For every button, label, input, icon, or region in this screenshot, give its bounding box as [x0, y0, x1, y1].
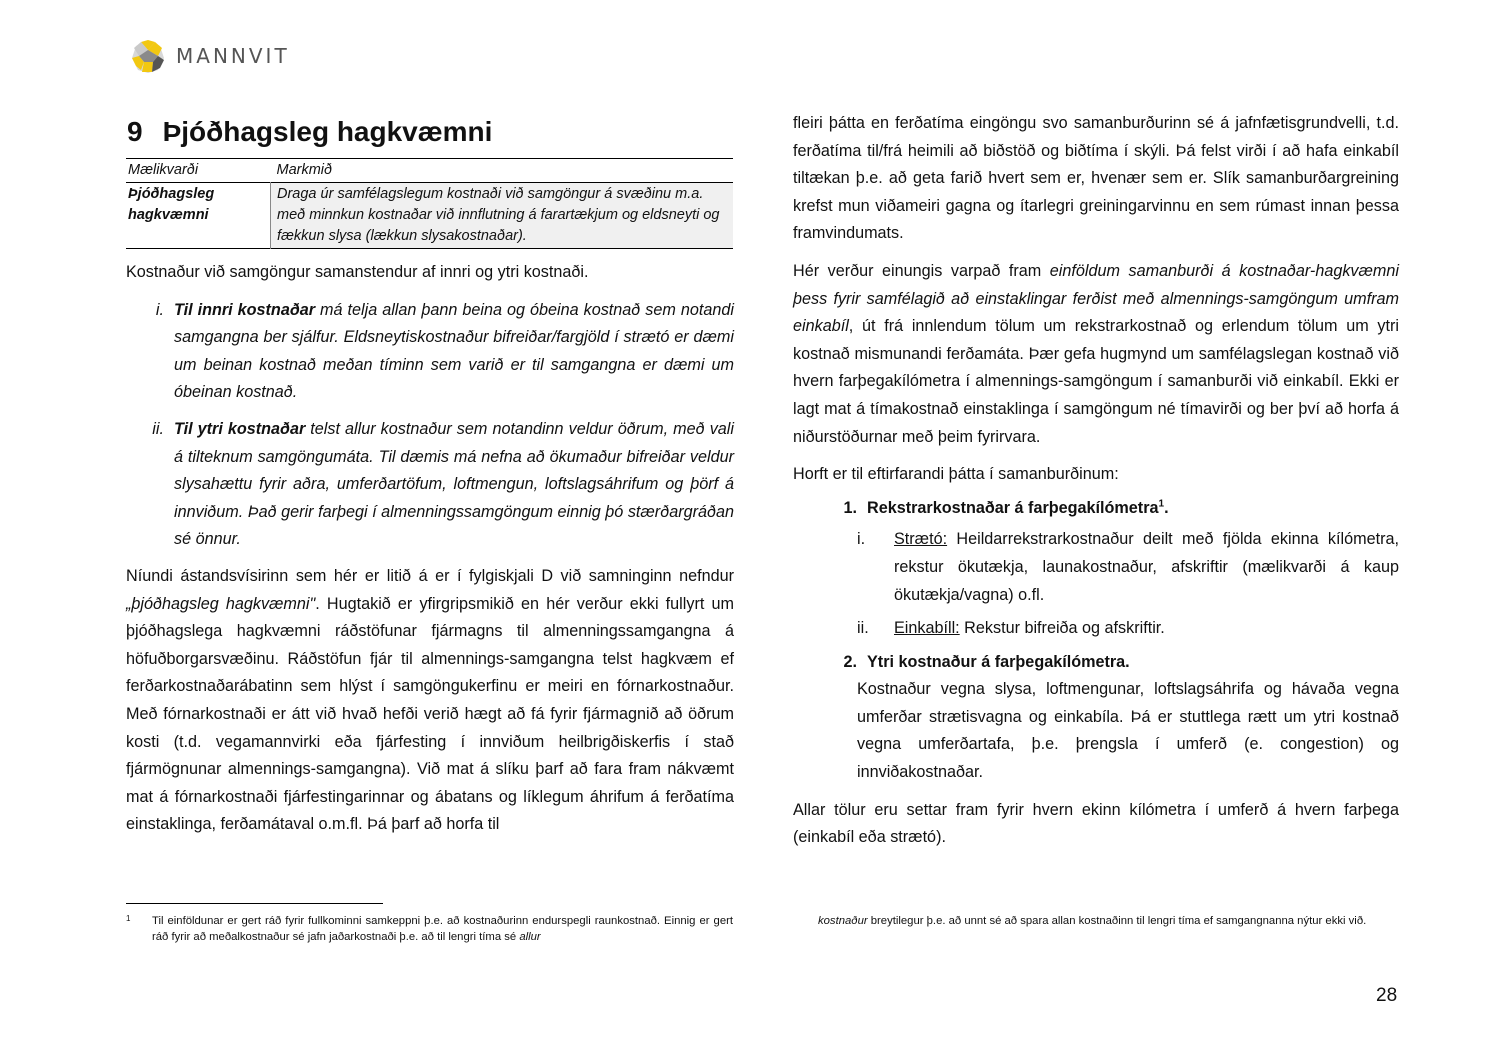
cost-types-list: [126, 297, 734, 554]
logo-text: MANNVIT: [176, 44, 290, 68]
sub-list-item: [793, 615, 1399, 643]
footnote-right: [818, 913, 1399, 929]
section-number: 9: [127, 116, 143, 147]
list-item-body: Kostnaður vegna slysa, loftmengunar, loftslagsáhrifa og hávaða vegna umferðar strætisvagna og einkabíla. Þá er stuttlega rætt um ytri kostnað vegna umferðartafa, þ.e. þrengsla í umferð (e. congestion) og innviðakostnaðar.: [857, 680, 1399, 782]
mannvit-logo-icon: [130, 38, 166, 74]
list-item-term: Til innri kostnaðar: [174, 300, 316, 319]
right-column: [793, 110, 1399, 852]
sub-list-number: i.: [857, 530, 866, 549]
paragraph-text: Hér verður einungis varpað fram: [793, 261, 1050, 280]
intro-paragraph: Kostnaður við samgöngur samanstendur af innri og ytri kostnaði.: [126, 263, 589, 281]
footnote-mark: 1: [126, 914, 131, 923]
measure-cell: Þjóðhagsleg hagkvæmni: [128, 186, 215, 223]
list-item: [126, 416, 734, 554]
list-item: [793, 495, 1399, 643]
footnote-left: [126, 913, 733, 945]
footnote-italic: kostnaður: [818, 915, 868, 927]
left-column: [126, 110, 734, 839]
footnote-text: breytilegur þ.e. að unnt sé að spara allan kostnaðinn til lengri tíma ef samgangnanna nýtur ekki við.: [867, 915, 1367, 927]
paragraph-text: , út frá innlendum tölum um rekstrarkostnað og erlendum tölum um ytri kostnað mismunandi ferðamáta. Þær gefa hugmynd um samfélagslegan kostnað við hvern farþegakílómetra í almennings-samgöngum í samanburði við einkabíl. Ekki er lagt mat á tímakostnað einstaklinga í samgöngum né tímavirði og ber því að horfa á niðurstöðurnar með þeim fyrirvara.: [793, 317, 1399, 446]
footnote-italic: allur: [519, 931, 541, 943]
page-number: 28: [1376, 985, 1398, 1006]
list-number: ii.: [152, 419, 164, 438]
list-number: i.: [155, 300, 164, 319]
factors-intro: Horft er til eftirfarandi þátta í samanburðinum:: [793, 465, 1119, 484]
paragraph-text: Níundi ástandsvísirinn sem hér er litið á er í fylgiskjali D við samninginn nefndur: [126, 566, 734, 585]
list-number: 1.: [843, 498, 857, 517]
comparison-paragraph: [793, 258, 1399, 451]
section-title: Þjóðhagsleg hagkvæmni: [162, 116, 493, 147]
sub-item-label: Strætó:: [894, 530, 948, 549]
list-item-text: má telja allan þann beina og óbeina kostnað sem notandi samgangna ber sjálfur. Eldsneytiskostnaður bifreiðar/fargjöld í strætó er dæmi um beinan kostnað meðan tíminn sem varið er til samgangna er dæmi um óbeinan kostnað.: [174, 300, 734, 402]
sub-list: [793, 526, 1399, 642]
list-item: [126, 297, 734, 407]
list-item-text: telst allur kostnaður sem notandinn veldur öðrum, með vali á tilteknum samgöngumáta. Til dæmis má nefna að ökumaður bifreiðar veldur slysahættu fyrir aðra, umferðartöfum, loftmengun, loftslagsáhrifum og þörf á innviðum. Það gerir farþegi í almenningssamgöngum einnig þó stærðargráðan sé önnur.: [174, 419, 734, 549]
header-measure: Mælikvarði: [128, 162, 199, 178]
goal-table-row: [126, 183, 733, 249]
sub-list-number: ii.: [857, 619, 869, 638]
list-item: [793, 649, 1399, 787]
sub-item-label: Einkabíll:: [894, 619, 960, 638]
continuation-paragraph: fleiri þátta en ferðatíma eingöngu svo samanburðurinn sé á jafnfætisgrundvelli, t.d. ferðatíma til/frá heimili að biðstöð og biðtíma í skýli. Þá felst virði í að hafa einkabíl tiltækan þ.e. að geta farið hvert sem er, hvenær sem er. Slík samanburðargreining krefst mun viðameiri gagna og ítarlegri greiningarvinnu en sem rúmast innan þessa framvindumats.: [793, 114, 1399, 243]
punctuation: .: [1164, 498, 1169, 517]
ninth-indicator-paragraph: [126, 563, 734, 839]
sub-item-text: Rekstur bifreiða og afskriftir.: [959, 619, 1165, 638]
company-logo: [130, 38, 290, 74]
footnote-ref[interactable]: 1: [1158, 498, 1165, 510]
sub-list-item: [793, 526, 1399, 609]
footnote-text: Til einföldunar er gert ráð fyrir fullkominni samkeppni þ.e. að kostnaðurinn endurspegli raunkostnað. Einnig er gert ráð fyrir að meðalkostnaður sé jafn jaðarkostnaði þ.e. að til lengri tíma sé: [152, 915, 733, 943]
goal-table-header-row: [126, 159, 733, 183]
paragraph-text: . Hugtakið er yfirgripsmikið en hér verður ekki fullyrt um þjóðhagslega hagkvæmni ráðstöfunar fjármagns til almenningssamgangna á höfuðborgarsvæðinu. Ráðstöfun fjár til almennings-samgangna telst hagkvæm ef ferðarkostnaðarábatinn sem hlýst í samgöngukerfinu er meiri en fórnarkostnaður. Með fórnarkostnaði er átt við hvað hefði verið hægt að fá fyrir fjármagnið að öðrum kosti (t.d. vegamannvirki eða fjárfesting í innviðum heilbrigðiskerfis í stað fjármögnunar almennings-samgangna). Við mat á slíku þarf að fara fram nákvæmt mat á fórnarkostnaði fjárfestingarinnar og ábatans og líklegum áhrifum á ferðatíma einstaklinga, ferðamátaval o.m.fl. Þá þarf að horfa til: [126, 594, 734, 834]
footnote-separator: [126, 903, 383, 904]
target-cell: Draga úr samfélagslegum kostnaði við samgöngur á svæðinu m.a. með minnkun kostnaðar við innflutning á farartækjum og eldsneyti og fækkun slysa (lækkun slysakostnaðar).: [271, 183, 734, 249]
emphasized-text: einföldum samanburði á kostnaðar-hagkvæmni þess fyrir samfélagið að einstaklingar ferðist með almennings-samgöngum umfram einkabíl: [793, 261, 1399, 336]
list-item-term: Til ytri kostnaðar: [174, 419, 306, 438]
factors-list: [793, 495, 1399, 787]
list-item-title: Rekstrarkostnaðar á farþegakílómetra: [867, 498, 1159, 517]
quoted-term: „þjóðhagsleg hagkvæmni": [126, 594, 316, 613]
section-heading: [126, 110, 734, 154]
list-number: 2.: [843, 652, 857, 671]
list-item-title: Ytri kostnaður á farþegakílómetra.: [867, 652, 1130, 671]
goal-table: [126, 158, 733, 249]
sub-item-text: Heildarrekstrarkostnaður deilt með fjölda ekinna kílómetra, rekstur ökutækja, launakostnaður, afskriftir (mælikvarði á kaup ökutækja/vagna) o.fl.: [894, 530, 1399, 604]
closing-paragraph: Allar tölur eru settar fram fyrir hvern ekinn kílómetra í umferð á hvern farþega (einkabíl eða strætó).: [793, 800, 1399, 847]
header-target: Markmið: [276, 162, 333, 178]
